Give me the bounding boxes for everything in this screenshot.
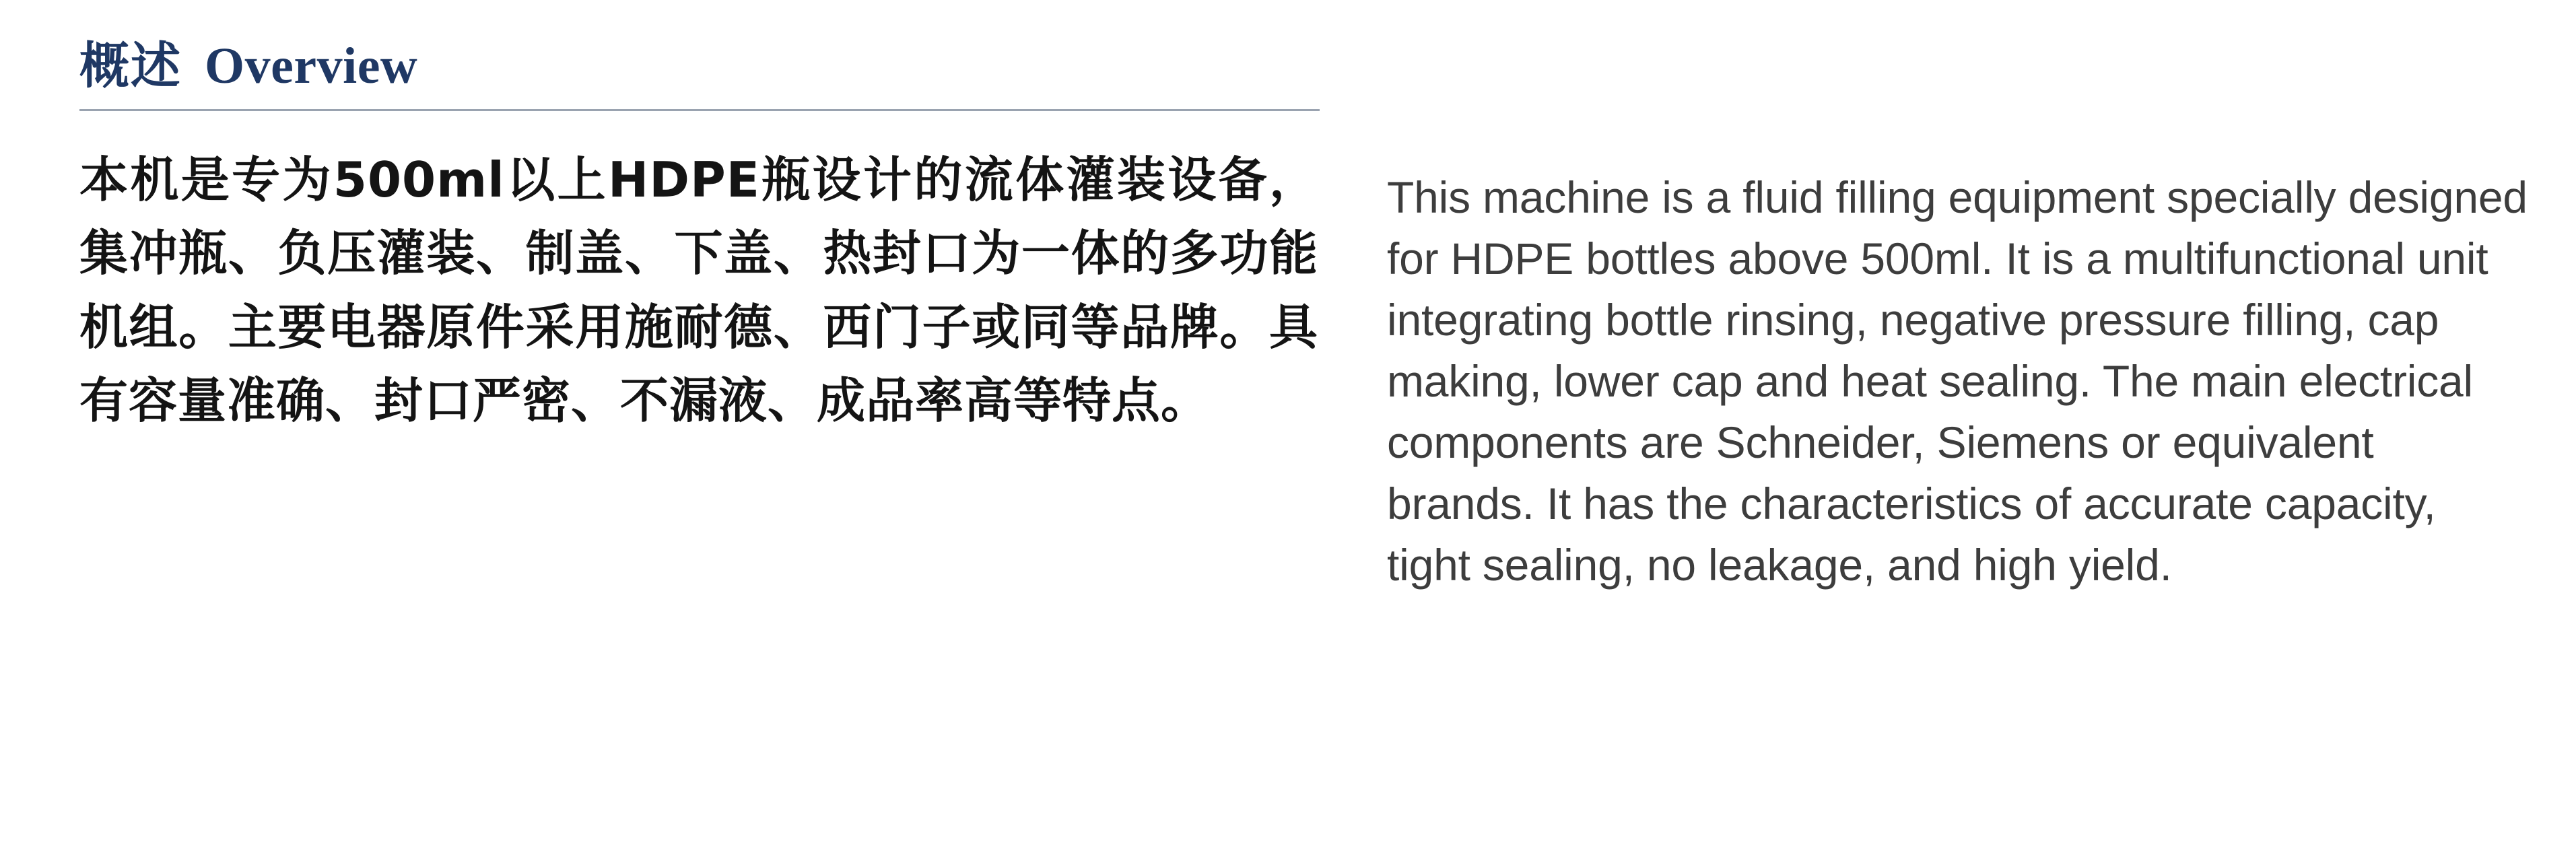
section-heading-english: Overview [205, 38, 418, 94]
overview-body-chinese: 本机是专为500ml以上HDPE瓶设计的流体灌装设备，集冲瓶、负压灌装、制盖、下盖、热封口为一体的多功能机组。主要电器原件采用施耐德、西门子或同等品牌。具有容量准确、封口严密、不漏液、成品率高等特点。 [79, 151, 1318, 429]
section-heading [79, 37, 1320, 95]
section-heading-chinese: 概述 [79, 37, 182, 95]
overview-column-english [1320, 0, 2576, 641]
overview-column-chinese [0, 0, 1320, 487]
overview-body-english: This machine is a fluid filling equipment specially designed for HDPE bottles above 500ml. It is a multifunctional unit integrating bottle rinsing, negative pressure filling, cap making, lower cap and heat sealing. The main electrical components are Schneider, Siemens or equivalent brands. It has the characteristics of accurate capacity, tight sealing, no leakage, and high yield. [1387, 172, 2528, 590]
heading-divider [79, 109, 1320, 111]
